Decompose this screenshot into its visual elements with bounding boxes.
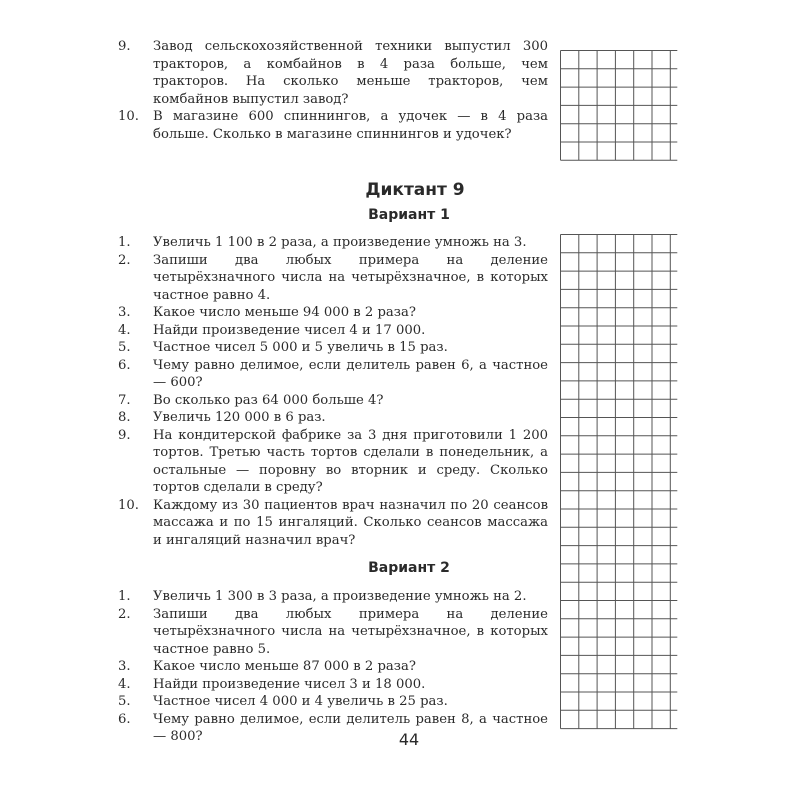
task-item <box>118 606 548 659</box>
task-text: Во сколько раз 64 000 больше 4? <box>153 392 384 408</box>
task-item <box>118 392 548 410</box>
task-item <box>118 676 548 694</box>
task-number: 9. <box>118 39 131 54</box>
task-text: Найди произведение чисел 4 и 17 000. <box>153 322 426 338</box>
task-text: Завод сельскохозяйственной техники выпустил 300 тракторов, а комбайнов в 4 раза больше, чем тракторов. На сколько меньше тракторов, чем комбайнов выпустил завод? <box>153 39 548 107</box>
variant-2-title: Вариант 2 <box>368 560 450 576</box>
task-number: 9. <box>118 427 131 443</box>
page-number: 44 <box>398 730 420 749</box>
variant-1-title: Вариант 1 <box>368 207 450 223</box>
task-number: 5. <box>118 694 131 709</box>
task-text: Запиши два любых примера на деление четырёхзначного числа на четырёхзначное, в которых частное равно 5. <box>153 606 548 657</box>
task-number: 8. <box>118 410 131 425</box>
task-text: Увеличь 1 300 в 3 раза, а произведение умножь на 2. <box>153 589 527 604</box>
task-number: 1. <box>118 235 131 250</box>
variant-2-tasks <box>118 588 548 746</box>
answer-grid-main <box>561 235 678 729</box>
task-text: Увеличь 120 000 в 6 раз. <box>153 410 326 425</box>
task-number: 3. <box>118 305 131 320</box>
task-item <box>118 427 548 497</box>
task-item <box>118 588 548 606</box>
task-text: На кондитерской фабрике за 3 дня приготовили 1 200 тортов. Третью часть тортов сделали в понедельник, а остальные — поровну во вторник и среду. Сколько тортов сделали в среду? <box>153 427 548 495</box>
task-number: 10. <box>118 497 139 513</box>
task-number: 6. <box>118 711 131 727</box>
task-item <box>118 322 548 340</box>
task-text: Найди произведение чисел 3 и 18 000. <box>153 676 426 692</box>
task-number: 10. <box>118 109 139 124</box>
task-text: Какое число меньше 94 000 в 2 раза? <box>153 305 416 320</box>
task-number: 2. <box>118 606 131 622</box>
task-item <box>118 252 548 305</box>
task-item <box>118 108 548 143</box>
task-number: 5. <box>118 340 131 355</box>
task-text: Какое число меньше 87 000 в 2 раза? <box>153 659 416 674</box>
previous-tasks <box>118 38 548 143</box>
task-item <box>118 497 548 550</box>
task-text: Чему равно делимое, если делитель равен 6, а частное — 600? <box>153 357 548 390</box>
task-item <box>118 304 548 322</box>
task-number: 7. <box>118 392 131 408</box>
task-number: 3. <box>118 659 131 674</box>
task-item <box>118 38 548 108</box>
task-item <box>118 234 548 252</box>
task-text: Частное чисел 5 000 и 5 увеличь в 15 раз. <box>153 340 448 355</box>
task-text: Чему равно делимое, если делитель равен 8, а частное — 800? <box>153 711 548 744</box>
task-number: 1. <box>118 589 131 604</box>
variant-1-tasks <box>118 234 548 549</box>
task-text: Запиши два любых примера на деление четырёхзначного числа на четырёхзначное, в которых частное равно 4. <box>153 252 548 303</box>
task-number: 4. <box>118 676 131 692</box>
task-text: Увеличь 1 100 в 2 раза, а произведение умножь на 3. <box>153 235 527 250</box>
answer-grid-top <box>561 51 678 161</box>
task-number: 2. <box>118 252 131 268</box>
task-item <box>118 409 548 427</box>
task-text: Частное чисел 4 000 и 4 увеличь в 25 раз. <box>153 694 448 709</box>
task-item <box>118 658 548 676</box>
task-item <box>118 339 548 357</box>
task-item <box>118 357 548 392</box>
dictation-title: Диктант 9 <box>365 180 465 200</box>
task-item <box>118 693 548 711</box>
task-number: 6. <box>118 357 131 373</box>
task-text: В магазине 600 спиннингов, а удочек — в 4 раза больше. Сколько в магазине спиннингов и удочек? <box>153 109 548 142</box>
task-text: Каждому из 30 пациентов врач назначил по 20 сеансов массажа и по 15 ингаляций. Сколько сеансов массажа и ингаляций назначил врач? <box>153 497 548 548</box>
task-number: 4. <box>118 322 131 338</box>
